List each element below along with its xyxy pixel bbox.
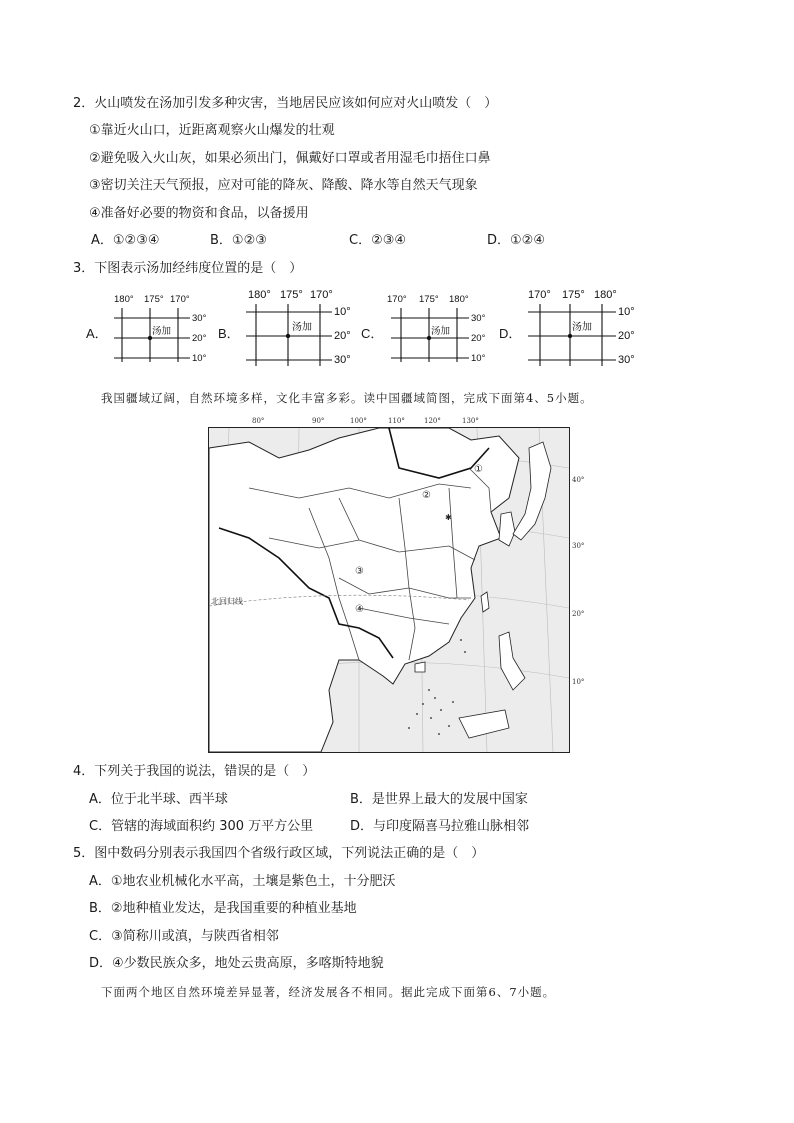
- q3-grid-c[interactable]: [381, 288, 491, 368]
- grid-d-lat-1: 10°: [618, 306, 635, 318]
- grid-a-lat-3: 10°: [192, 353, 207, 364]
- region-2-label: ②: [422, 490, 431, 501]
- grid-b-place: 汤加: [292, 322, 312, 333]
- lat-30: 30°: [572, 542, 585, 550]
- q4-option-d[interactable]: D．与印度隔喜马拉雅山脉相邻: [350, 819, 530, 834]
- q2-option-d[interactable]: D．①②④: [487, 233, 545, 248]
- grid-b-lat-1: 10°: [334, 306, 351, 318]
- q2-option-a[interactable]: A．①②③④: [91, 233, 160, 248]
- grid-c-lat-2: 20°: [471, 333, 486, 344]
- grid-c-top-2: 175°: [419, 294, 439, 305]
- grid-b-top-2: 175°: [280, 289, 303, 301]
- grid-b-top-3: 170°: [310, 289, 333, 301]
- q2-item-4: ④准备好必要的物资和食品，以备援用: [89, 206, 309, 221]
- grid-c-top-3: 180°: [449, 294, 469, 305]
- lon-80: 80°: [252, 417, 265, 425]
- q5-option-b[interactable]: B．②地种植业发达，是我国重要的种植业基地: [89, 901, 357, 916]
- lon-90: 90°: [312, 417, 325, 425]
- lat-40: 40°: [572, 476, 585, 484]
- grid-a-top-3: 170°: [170, 294, 190, 305]
- grid-d-top-3: 180°: [594, 289, 617, 301]
- q4-option-a[interactable]: A．位于北半球、西半球: [89, 792, 228, 807]
- tonga-point: [286, 334, 290, 338]
- q3-option-d-letter[interactable]: D．: [499, 326, 522, 341]
- grid-d-lat-3: 30°: [618, 354, 635, 366]
- q3-grid-b[interactable]: [240, 284, 360, 370]
- map-right-ticks: [570, 470, 600, 690]
- lat-20: 20°: [572, 610, 585, 618]
- lon-120: 120°: [424, 417, 441, 425]
- grid-a-lat-2: 20°: [192, 333, 207, 344]
- q3-option-b-letter[interactable]: B．: [218, 326, 240, 341]
- intro-q6-q7: 下面两个地区自然环境差异显著，经济发展各不相同。据此完成下面第6、7小题。: [101, 985, 556, 999]
- q4-stem: 4．下列关于我国的说法，错误的是（ ）: [73, 764, 316, 779]
- lat-10: 10°: [572, 678, 585, 686]
- q2-option-c[interactable]: C．②③④: [349, 233, 407, 248]
- region-4-label: ④: [355, 604, 364, 615]
- q3-stem: 3．下图表示汤加经纬度位置的是（ ）: [73, 261, 303, 276]
- intro-q4-q5: 我国疆域辽阔，自然环境多样，文化丰富多彩。读中国疆域简图，完成下面第4、5小题。: [101, 391, 593, 405]
- grid-c-lat-3: 10°: [471, 353, 486, 364]
- grid-c-lat-1: 30°: [471, 313, 486, 324]
- map-top-ticks: [208, 412, 588, 428]
- q2-option-b[interactable]: B．①②③: [210, 233, 267, 248]
- grid-b-top-1: 180°: [248, 289, 271, 301]
- grid-a-lat-1: 30°: [192, 313, 207, 324]
- q5-stem: 5．图中数码分别表示我国四个省级行政区域，下列说法正确的是（ ）: [73, 846, 485, 861]
- q2-item-1: ①靠近火山口，近距离观察火山爆发的壮观: [89, 123, 335, 138]
- grid-b-lat-3: 30°: [334, 354, 351, 366]
- tonga-point: [568, 334, 572, 338]
- q2-item-3: ③密切关注天气预报，应对可能的降灰、降酸、降水等自然天气现象: [89, 178, 478, 193]
- grid-a-place: 汤加: [152, 326, 172, 337]
- capital-star-icon: ✱: [445, 513, 452, 522]
- tropic-of-cancer-label: 北回归线: [211, 597, 243, 606]
- q3-grid-a[interactable]: [108, 288, 218, 368]
- lon-130: 130°: [462, 417, 479, 425]
- lon-100: 100°: [350, 417, 367, 425]
- region-3-label: ③: [355, 566, 364, 577]
- q4-option-c[interactable]: C．管辖的海域面积约 300 万平方公里: [89, 819, 314, 834]
- grid-d-lat-2: 20°: [618, 330, 635, 342]
- q2-item-2: ②避免吸入火山灰，如果必须出门，佩戴好口罩或者用湿毛巾捂住口鼻: [89, 151, 491, 166]
- q2-stem: 2．火山喷发在汤加引发多种灾害，当地居民应该如何应对火山喷发（ ）: [73, 96, 498, 111]
- q3-option-a-letter[interactable]: A．: [86, 326, 108, 341]
- q3-option-c-letter[interactable]: C．: [361, 326, 384, 341]
- grid-a-top-1: 180°: [114, 294, 134, 305]
- grid-c-top-1: 170°: [387, 294, 407, 305]
- q5-option-a[interactable]: A．①地农业机械化水平高，土壤是紫色土，十分肥沃: [89, 874, 396, 889]
- q5-option-c[interactable]: C．③简称川或滇，与陕西省相邻: [89, 929, 279, 944]
- grid-c-place: 汤加: [431, 326, 451, 337]
- lon-110: 110°: [388, 417, 405, 425]
- q4-option-b[interactable]: B．是世界上最大的发展中国家: [350, 792, 528, 807]
- grid-d-top-2: 175°: [562, 289, 585, 301]
- region-1-label: ①: [474, 464, 483, 475]
- grid-a-top-2: 175°: [144, 294, 164, 305]
- q3-grid-d[interactable]: [520, 284, 645, 370]
- grid-d-top-1: 170°: [528, 289, 551, 301]
- q5-option-d[interactable]: D．④少数民族众多，地处云贵高原，多喀斯特地貌: [89, 956, 384, 971]
- china-territory-map: [208, 427, 570, 753]
- grid-d-place: 汤加: [572, 322, 592, 333]
- grid-b-lat-2: 20°: [334, 330, 351, 342]
